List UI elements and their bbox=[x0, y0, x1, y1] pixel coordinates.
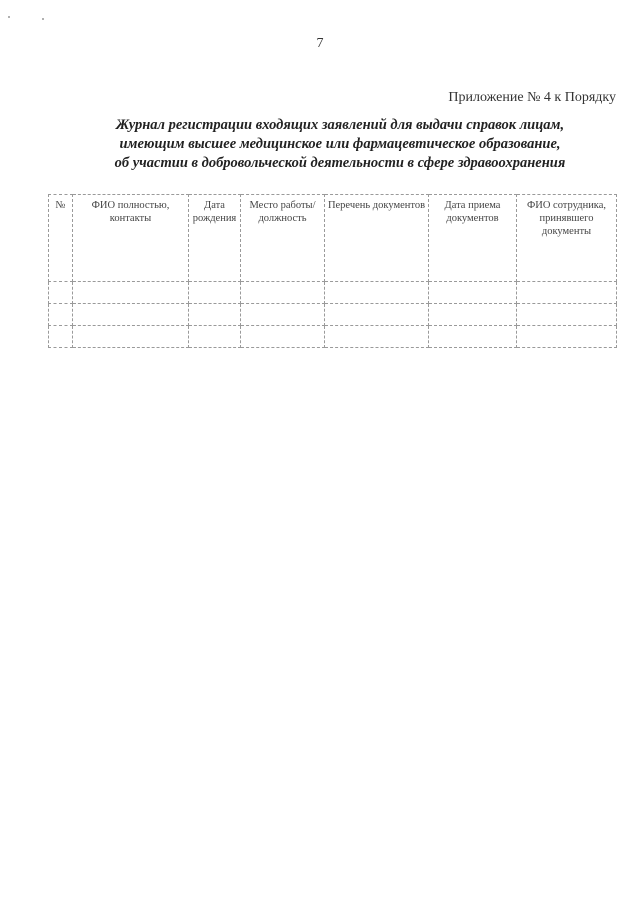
table-cell bbox=[73, 282, 189, 304]
table-cell bbox=[189, 326, 241, 348]
table-cell bbox=[241, 282, 325, 304]
table-row bbox=[49, 326, 617, 348]
table-cell bbox=[325, 326, 429, 348]
scan-speck bbox=[8, 16, 10, 18]
title-line: об участии в добровольческой деятельности в сфере здравоохранения bbox=[114, 155, 566, 171]
registration-journal-table bbox=[48, 194, 617, 348]
header-full-name: ФИО полностью, контакты bbox=[73, 195, 189, 282]
table-cell bbox=[73, 326, 189, 348]
table-cell bbox=[49, 326, 73, 348]
table-cell bbox=[325, 282, 429, 304]
table-cell bbox=[73, 304, 189, 326]
table-row bbox=[49, 304, 617, 326]
table-cell bbox=[517, 282, 617, 304]
header-staff-name: ФИО сотрудника, принявшего документы bbox=[517, 195, 617, 282]
document-title bbox=[60, 116, 620, 173]
table-row bbox=[49, 282, 617, 304]
header-documents-list: Перечень документов bbox=[325, 195, 429, 282]
table-cell bbox=[517, 304, 617, 326]
table-cell bbox=[325, 304, 429, 326]
table-cell bbox=[189, 282, 241, 304]
table-cell bbox=[429, 282, 517, 304]
appendix-reference: Приложение № 4 к Порядку bbox=[448, 90, 616, 105]
table-cell bbox=[49, 282, 73, 304]
table-header-row bbox=[49, 195, 617, 282]
table-cell bbox=[429, 326, 517, 348]
header-acceptance-date: Дата приема документов bbox=[429, 195, 517, 282]
table-cell bbox=[241, 326, 325, 348]
scan-speck bbox=[42, 18, 44, 20]
table-cell bbox=[241, 304, 325, 326]
page-number: 7 bbox=[316, 36, 324, 51]
table-cell bbox=[189, 304, 241, 326]
table-cell bbox=[49, 304, 73, 326]
title-line: Журнал регистрации входящих заявлений для выдачи справок лицам, bbox=[115, 117, 565, 133]
header-workplace: Место работы/ должность bbox=[241, 195, 325, 282]
table-cell bbox=[517, 326, 617, 348]
title-line: имеющим высшее медицинское или фармацевтическое образование, bbox=[119, 136, 561, 152]
header-number: № bbox=[49, 195, 73, 282]
header-birth-date: Дата рождения bbox=[189, 195, 241, 282]
table-cell bbox=[429, 304, 517, 326]
